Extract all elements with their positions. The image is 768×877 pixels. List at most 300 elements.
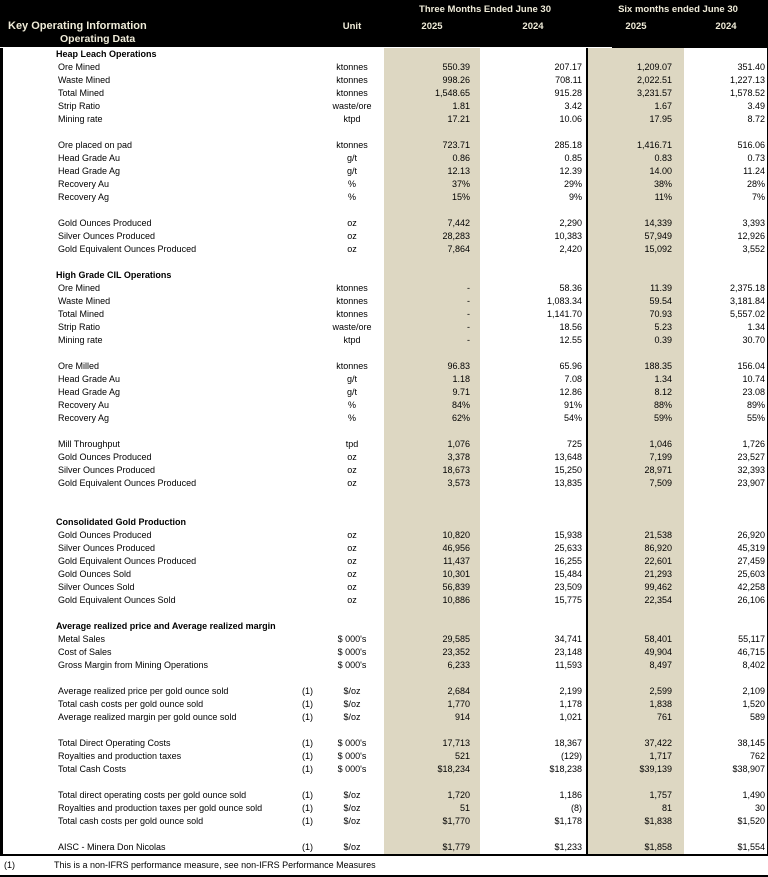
value-6m-2024: 10.74 xyxy=(742,374,765,384)
value-q2-2024: 18.56 xyxy=(559,322,582,332)
value-q2-2024: 9% xyxy=(568,192,582,202)
value-q2-2025 xyxy=(384,269,480,282)
value-q2-2025: 11,437 xyxy=(443,556,470,566)
footnote-ref xyxy=(295,438,320,451)
value-6m-2024: 589 xyxy=(749,712,765,722)
value-q2-2024: 2,199 xyxy=(559,686,582,696)
table-row xyxy=(0,243,768,256)
value-6m-2024: 5,557.02 xyxy=(729,309,765,319)
value-q2-2024: 15,484 xyxy=(554,569,582,579)
row-label: Recovery Ag xyxy=(58,192,110,202)
value-6m-2025: 0.39 xyxy=(654,335,672,345)
value-q2-2025: 521 xyxy=(454,751,470,761)
row-label: Silver Ounces Produced xyxy=(58,465,156,475)
value-6m-2025: $1,838 xyxy=(644,816,672,826)
value-6m-2025: 761 xyxy=(656,712,672,722)
unit-cell: $ 000's xyxy=(337,660,367,670)
value-6m-2024: 23.08 xyxy=(742,387,765,397)
row-label: Silver Ounces Produced xyxy=(58,543,156,553)
row-label: High Grade CIL Operations xyxy=(56,270,172,280)
table-row xyxy=(0,529,768,542)
value-6m-2024: 3.49 xyxy=(747,101,765,111)
spacer-row xyxy=(0,503,768,516)
footnote-ref xyxy=(295,516,320,529)
value-q2-2025: 998.26 xyxy=(442,75,470,85)
unit-cell xyxy=(320,516,384,529)
value-6m-2024: $1,520 xyxy=(737,816,765,826)
value-q2-2025: $1,770 xyxy=(442,816,470,826)
value-q2-2025: 84% xyxy=(451,400,470,410)
table-row xyxy=(0,61,768,74)
table-row xyxy=(0,750,768,763)
value-6m-2025: 38% xyxy=(653,179,672,189)
value-q2-2025: - xyxy=(467,335,470,345)
value-q2-2025: 28,283 xyxy=(442,231,470,241)
unit-cell: oz xyxy=(347,244,357,254)
value-q2-2025: 1.18 xyxy=(452,374,470,384)
table-row xyxy=(0,737,768,750)
footnote-ref xyxy=(295,646,320,659)
table-row xyxy=(0,698,768,711)
value-6m-2025: 37,422 xyxy=(644,738,672,748)
unit-cell: oz xyxy=(347,218,357,228)
row-label: Silver Ounces Produced xyxy=(58,231,156,241)
section-header-row xyxy=(0,269,768,282)
row-label: Consolidated Gold Production xyxy=(56,517,186,527)
footnote-ref xyxy=(295,178,320,191)
spacer-row xyxy=(0,672,768,685)
value-q2-2025: 1,720 xyxy=(447,790,470,800)
value-q2-2025: 6,233 xyxy=(447,660,470,670)
unit-cell: oz xyxy=(347,465,357,475)
footnote-ref xyxy=(295,542,320,555)
table-row xyxy=(0,191,768,204)
period-group-three-months: Three Months Ended June 30 xyxy=(419,4,551,15)
value-q2-2025: 18,673 xyxy=(442,465,470,475)
value-q2-2025 xyxy=(384,620,480,633)
value-6m-2024: 26,920 xyxy=(737,530,765,540)
column-header-6m-2025: 2025 xyxy=(625,21,647,32)
value-q2-2025: 914 xyxy=(454,712,470,722)
value-q2-2025: - xyxy=(467,283,470,293)
value-6m-2024: 12,926 xyxy=(737,231,765,241)
table-row xyxy=(0,334,768,347)
unit-cell: oz xyxy=(347,478,357,488)
unit-cell: % xyxy=(347,400,356,410)
row-label: Mill Throughput xyxy=(58,439,120,449)
table-row xyxy=(0,711,768,724)
unit-cell: $ 000's xyxy=(337,751,367,761)
value-6m-2024 xyxy=(682,516,768,529)
row-label: Recovery Au xyxy=(58,400,110,410)
value-q2-2025: 23,352 xyxy=(442,647,470,657)
value-6m-2025: 99,462 xyxy=(644,582,672,592)
value-6m-2024: 516.06 xyxy=(737,140,765,150)
row-label: Head Grade Ag xyxy=(58,387,121,397)
table-row xyxy=(0,178,768,191)
value-6m-2025: 2,022.51 xyxy=(636,75,672,85)
value-6m-2025: 1,209.07 xyxy=(636,62,672,72)
unit-cell: waste/ore xyxy=(332,101,372,111)
value-q2-2025: 2,684 xyxy=(447,686,470,696)
value-q2-2024: (129) xyxy=(560,751,582,761)
value-q2-2025 xyxy=(384,48,480,61)
value-q2-2024: 12.39 xyxy=(559,166,582,176)
footnote-ref xyxy=(295,451,320,464)
footnote-ref xyxy=(295,373,320,386)
footnote-ref: (1) xyxy=(302,738,313,748)
value-q2-2025: 12.13 xyxy=(447,166,470,176)
value-q2-2025: 10,886 xyxy=(442,595,470,605)
value-6m-2024: 42,258 xyxy=(737,582,765,592)
row-label: Waste Mined xyxy=(58,296,111,306)
unit-cell: $ 000's xyxy=(337,647,367,657)
footnote-ref xyxy=(295,659,320,672)
footnote-ref xyxy=(295,217,320,230)
row-label: Total Mined xyxy=(58,309,105,319)
footnote-ref xyxy=(295,48,320,61)
table-row xyxy=(0,282,768,295)
table-row xyxy=(0,594,768,607)
value-6m-2025: 15,092 xyxy=(644,244,672,254)
unit-cell: oz xyxy=(347,595,357,605)
unit-cell: tpd xyxy=(345,439,359,449)
row-label: Recovery Au xyxy=(58,179,110,189)
table-row xyxy=(0,633,768,646)
value-6m-2025 xyxy=(586,620,682,633)
row-label: Head Grade Au xyxy=(58,374,121,384)
value-q2-2024: (8) xyxy=(571,803,582,813)
value-6m-2024: 38,145 xyxy=(737,738,765,748)
value-6m-2025: 28,971 xyxy=(644,465,672,475)
value-6m-2024: 2,375.18 xyxy=(729,283,765,293)
table-row xyxy=(0,477,768,490)
value-q2-2025: 37% xyxy=(451,179,470,189)
footnote-ref: (1) xyxy=(302,751,313,761)
value-6m-2024: 8.72 xyxy=(747,114,765,124)
value-6m-2025: 21,538 xyxy=(644,530,672,540)
value-q2-2025: 723.71 xyxy=(442,140,470,150)
table-row xyxy=(0,308,768,321)
unit-cell: $/oz xyxy=(343,686,361,696)
unit-cell: $/oz xyxy=(343,803,361,813)
value-q2-2025: 56,839 xyxy=(442,582,470,592)
value-q2-2025 xyxy=(384,516,480,529)
footnote-ref xyxy=(295,321,320,334)
value-6m-2025: 1,416.71 xyxy=(636,140,672,150)
table-row xyxy=(0,113,768,126)
column-header-q2-2024: 2024 xyxy=(522,21,544,32)
value-6m-2024: 8,402 xyxy=(742,660,765,670)
value-q2-2024: 10,383 xyxy=(554,231,582,241)
value-6m-2024: 30.70 xyxy=(742,335,765,345)
value-q2-2024 xyxy=(480,48,586,61)
unit-cell: $ 000's xyxy=(337,738,367,748)
unit-cell: g/t xyxy=(346,166,357,176)
value-6m-2024: 1,578.52 xyxy=(729,88,765,98)
value-6m-2024: 3,552 xyxy=(742,244,765,254)
unit-cell: % xyxy=(347,413,356,423)
table-row xyxy=(0,100,768,113)
table-row xyxy=(0,217,768,230)
value-6m-2024: 23,527 xyxy=(737,452,765,462)
table-row xyxy=(0,841,768,854)
value-6m-2024: 23,907 xyxy=(737,478,765,488)
value-q2-2024: $1,178 xyxy=(554,816,582,826)
value-q2-2025: 17.21 xyxy=(447,114,470,124)
footnote-ref xyxy=(295,74,320,87)
value-6m-2025: 188.35 xyxy=(644,361,672,371)
value-q2-2025: 46,956 xyxy=(442,543,470,553)
row-label: Metal Sales xyxy=(58,634,106,644)
value-q2-2024: 2,290 xyxy=(559,218,582,228)
footnote-ref: (1) xyxy=(302,816,313,826)
value-q2-2024 xyxy=(480,516,586,529)
value-6m-2025 xyxy=(586,48,682,61)
footnote-ref xyxy=(295,139,320,152)
unit-cell: % xyxy=(347,192,356,202)
spacer-row xyxy=(0,126,768,139)
unit-cell: % xyxy=(347,179,356,189)
value-6m-2024: 45,319 xyxy=(737,543,765,553)
unit-cell: oz xyxy=(347,569,357,579)
footnote-ref: (1) xyxy=(302,842,313,852)
value-6m-2025: 70.93 xyxy=(649,309,672,319)
table-row xyxy=(0,87,768,100)
value-q2-2024: 13,835 xyxy=(554,478,582,488)
value-q2-2024: 15,250 xyxy=(554,465,582,475)
unit-cell: ktonnes xyxy=(336,283,368,293)
table-row xyxy=(0,152,768,165)
spacer-row xyxy=(0,347,768,360)
unit-cell: ktonnes xyxy=(336,361,368,371)
table-body xyxy=(0,48,768,854)
value-q2-2025: 3,573 xyxy=(447,478,470,488)
spacer-row xyxy=(0,724,768,737)
row-label: Ore Mined xyxy=(58,283,101,293)
row-label: Total cash costs per gold ounce sold xyxy=(58,699,204,709)
value-6m-2025: 1,757 xyxy=(649,790,672,800)
footnote-ref xyxy=(295,295,320,308)
value-6m-2025: 0.83 xyxy=(654,153,672,163)
value-6m-2025: 7,509 xyxy=(649,478,672,488)
unit-cell: ktpd xyxy=(343,114,361,124)
unit-cell: ktonnes xyxy=(336,62,368,72)
row-label: Mining rate xyxy=(58,114,103,124)
table-header xyxy=(0,0,768,48)
row-label: Mining rate xyxy=(58,335,103,345)
unit-cell: oz xyxy=(347,452,357,462)
table-row xyxy=(0,685,768,698)
spacer-row xyxy=(0,204,768,217)
value-6m-2024 xyxy=(682,48,768,61)
column-header-unit: Unit xyxy=(342,21,362,32)
footnote-ref xyxy=(295,61,320,74)
value-q2-2025: 7,442 xyxy=(447,218,470,228)
footnote-ref xyxy=(295,568,320,581)
unit-cell: $ 000's xyxy=(337,764,367,774)
value-q2-2025: 15% xyxy=(451,192,470,202)
value-6m-2025: 81 xyxy=(661,803,672,813)
value-6m-2025 xyxy=(586,269,682,282)
unit-cell: g/t xyxy=(346,387,357,397)
value-6m-2025: 86,920 xyxy=(644,543,672,553)
footnote-ref xyxy=(295,386,320,399)
footnote-ref xyxy=(295,152,320,165)
value-q2-2024: 285.18 xyxy=(554,140,582,150)
footnote-ref xyxy=(295,100,320,113)
value-q2-2024: 54% xyxy=(563,413,582,423)
value-6m-2025: 8.12 xyxy=(654,387,672,397)
value-6m-2025: 17.95 xyxy=(649,114,672,124)
value-q2-2024 xyxy=(480,269,586,282)
value-q2-2024: 16,255 xyxy=(554,556,582,566)
row-label: Gold Ounces Sold xyxy=(58,569,132,579)
value-q2-2025: 62% xyxy=(451,413,470,423)
row-label: Head Grade Ag xyxy=(58,166,121,176)
row-label: Gold Ounces Produced xyxy=(58,452,152,462)
value-6m-2024: 156.04 xyxy=(737,361,765,371)
value-6m-2025 xyxy=(586,516,682,529)
row-label: Strip Ratio xyxy=(58,101,101,111)
unit-cell: waste/ore xyxy=(332,322,372,332)
value-q2-2024: 34,741 xyxy=(554,634,582,644)
row-label: Silver Ounces Sold xyxy=(58,582,135,592)
row-label: Gross Margin from Mining Operations xyxy=(58,660,209,670)
value-6m-2024: 89% xyxy=(746,400,765,410)
value-6m-2024: $1,554 xyxy=(737,842,765,852)
value-6m-2025: 3,231.57 xyxy=(636,88,672,98)
value-6m-2025: 21,293 xyxy=(644,569,672,579)
value-q2-2024: 23,148 xyxy=(554,647,582,657)
value-6m-2024: 55% xyxy=(746,413,765,423)
value-6m-2024: 46,715 xyxy=(737,647,765,657)
value-6m-2025: 49,904 xyxy=(644,647,672,657)
value-6m-2025: 2,599 xyxy=(649,686,672,696)
value-6m-2025: 1,838 xyxy=(649,699,672,709)
value-6m-2024: 762 xyxy=(749,751,765,761)
table-row xyxy=(0,542,768,555)
unit-cell: $/oz xyxy=(343,790,361,800)
value-q2-2025: $18,234 xyxy=(437,764,470,774)
value-q2-2024: 1,141.70 xyxy=(546,309,582,319)
value-q2-2025: - xyxy=(467,309,470,319)
value-q2-2024: 29% xyxy=(563,179,582,189)
footnote-ref xyxy=(295,399,320,412)
unit-cell xyxy=(320,620,384,633)
section-header-row xyxy=(0,48,768,61)
table-row xyxy=(0,451,768,464)
value-6m-2024: 1,520 xyxy=(742,699,765,709)
value-q2-2025: 51 xyxy=(459,803,470,813)
unit-cell: oz xyxy=(347,582,357,592)
value-q2-2024: 25,633 xyxy=(554,543,582,553)
value-q2-2024: 18,367 xyxy=(554,738,582,748)
table-row xyxy=(0,815,768,828)
value-q2-2024: $18,238 xyxy=(549,764,582,774)
value-q2-2025: 1,770 xyxy=(447,699,470,709)
value-6m-2025: 58,401 xyxy=(644,634,672,644)
footnote-ref: (1) xyxy=(302,686,313,696)
value-q2-2024: 1,178 xyxy=(559,699,582,709)
section-header-row xyxy=(0,620,768,633)
footnote-ref: (1) xyxy=(302,712,313,722)
unit-cell xyxy=(320,269,384,282)
unit-cell: $ 000's xyxy=(337,634,367,644)
value-6m-2024: 3,393 xyxy=(742,218,765,228)
spacer-row xyxy=(0,425,768,438)
value-6m-2025: 1,046 xyxy=(649,439,672,449)
value-6m-2025: 11.39 xyxy=(650,283,672,293)
unit-cell: g/t xyxy=(346,153,357,163)
footnote-row xyxy=(0,854,768,877)
value-q2-2024: 15,938 xyxy=(554,530,582,540)
table-row xyxy=(0,555,768,568)
value-6m-2024: 30 xyxy=(754,803,765,813)
footnote-ref xyxy=(295,282,320,295)
value-q2-2024: 915.28 xyxy=(554,88,582,98)
value-q2-2025: 29,585 xyxy=(442,634,470,644)
row-label: Average realized margin per gold ounce sold xyxy=(58,712,237,722)
value-q2-2024: 708.11 xyxy=(555,75,582,85)
row-label: Total Mined xyxy=(58,88,105,98)
value-q2-2024: 58.36 xyxy=(559,283,582,293)
value-q2-2024: 91% xyxy=(563,400,582,410)
value-q2-2024: 207.17 xyxy=(554,62,582,72)
value-6m-2024: 1.34 xyxy=(747,322,765,332)
unit-cell: ktonnes xyxy=(336,88,368,98)
value-q2-2025: 1.81 xyxy=(452,101,470,111)
unit-cell: $/oz xyxy=(343,816,361,826)
value-6m-2024: 26,106 xyxy=(737,595,765,605)
footnote-ref xyxy=(295,620,320,633)
value-q2-2025: 1,548.65 xyxy=(434,88,470,98)
footnote-ref: (1) xyxy=(302,764,313,774)
table-row xyxy=(0,763,768,776)
section-title-operating-data: Operating Data xyxy=(60,33,136,45)
value-6m-2025: 88% xyxy=(653,400,672,410)
value-q2-2024: 15,775 xyxy=(554,595,582,605)
value-6m-2025: 57,949 xyxy=(644,231,672,241)
footnote-ref: (1) xyxy=(302,790,313,800)
row-label: Gold Ounces Produced xyxy=(58,218,152,228)
value-6m-2024: 1,227.13 xyxy=(729,75,765,85)
row-label: Gold Equivalent Ounces Produced xyxy=(58,556,197,566)
footnote-ref xyxy=(295,581,320,594)
row-label: Cost of Sales xyxy=(58,647,112,657)
footnote-ref xyxy=(295,464,320,477)
row-label: Strip Ratio xyxy=(58,322,101,332)
value-q2-2024: 3.42 xyxy=(564,101,582,111)
value-6m-2024: 27,459 xyxy=(737,556,765,566)
period-group-six-months: Six months ended June 30 xyxy=(618,4,738,15)
value-6m-2024: 28% xyxy=(746,179,765,189)
unit-cell: $/oz xyxy=(343,842,361,852)
value-6m-2025: 1.67 xyxy=(654,101,672,111)
value-q2-2024: 10.06 xyxy=(559,114,582,124)
value-q2-2024: 23,509 xyxy=(554,582,582,592)
value-q2-2024 xyxy=(480,620,586,633)
unit-cell: ktpd xyxy=(343,335,361,345)
table-row xyxy=(0,295,768,308)
value-6m-2025: 8,497 xyxy=(649,660,672,670)
row-label: Total cash costs per gold ounce sold xyxy=(58,816,204,826)
value-6m-2025: 11% xyxy=(654,192,672,202)
value-6m-2025: 5.23 xyxy=(654,322,672,332)
footnote-ref xyxy=(295,269,320,282)
footnote-ref xyxy=(295,87,320,100)
unit-cell: oz xyxy=(347,543,357,553)
